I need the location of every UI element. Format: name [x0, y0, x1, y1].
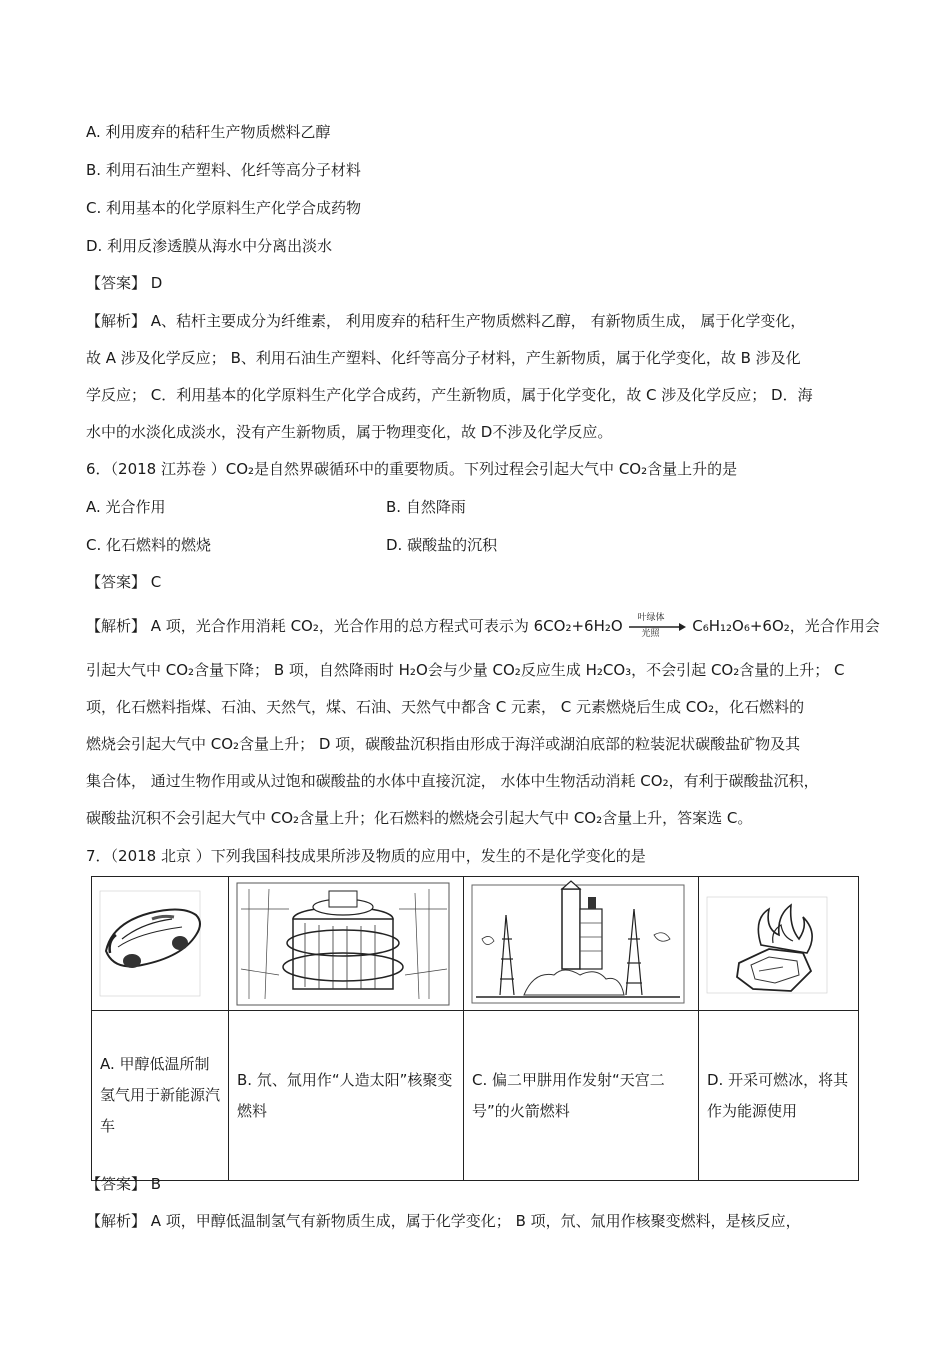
q7-image-d — [699, 877, 859, 1011]
q6-analysis-line-3: 项，化石燃料指煤、石油、天然气，煤、石油、天然气中都含 C 元素， C 元素燃烧后生成 CO₂，化石燃料的 — [86, 698, 805, 716]
q7-stem: 7．（2018 北京 ）下列我国科技成果所涉及物质的应用中，发生的不是化学变化的是 — [86, 847, 646, 865]
reaction-condition-bottom: 光照 — [641, 628, 660, 639]
q5-option-c: C. 利用基本的化学原料生产化学合成药物 — [86, 199, 362, 217]
q6-analysis-line-1-product: C₆H₁₂O₆+6O₂，光合作用会 — [692, 617, 880, 635]
q7-option-b: B. 氘、氚用作“人造太阳”核聚变燃料 — [229, 1011, 464, 1181]
q6-option-a: A. 光合作用 — [86, 498, 166, 516]
q6-option-c: C. 化石燃料的燃烧 — [86, 536, 212, 554]
q6-option-b: B. 自然降雨 — [386, 498, 466, 516]
rocket-launch-icon — [464, 879, 697, 1009]
reaction-arrow — [627, 612, 687, 639]
q7-analysis-line-1: 【解析】 A 项，甲醇低温制氢气有新物质生成，属于化学变化； B 项，氘、氚用作核聚变燃料，是核反应， — [86, 1212, 801, 1230]
hydrogen-car-icon — [92, 879, 227, 1009]
q5-option-a: A. 利用废弃的秸秆生产物质燃料乙醇 — [86, 123, 331, 141]
q5-option-d: D. 利用反渗透膜从海水中分离出淡水 — [86, 237, 333, 255]
q5-analysis-line-2: 故 A 涉及化学反应； B、利用石油生产塑料、化纤等高分子材料，产生新物质，属于化学变化，故 B 涉及化 — [86, 349, 801, 367]
q7-option-a: A. 甲醇低温所制氢气用于新能源汽车 — [92, 1011, 229, 1181]
q7-answer: 【答案】 B — [86, 1175, 162, 1193]
q7-image-c — [464, 877, 699, 1011]
q5-analysis-line-4: 水中的水淡化成淡水，没有产生新物质，属于物理变化，故 D不涉及化学反应。 — [86, 423, 613, 441]
q5-answer: 【答案】 D — [86, 274, 163, 292]
q6-analysis-line-1-text: 【解析】 A 项，光合作用消耗 CO₂，光合作用的总方程式可表示为 6CO₂+6H₂O — [86, 617, 623, 635]
q7-options-table — [91, 876, 859, 1181]
q6-analysis-line-2: 引起大气中 CO₂含量下降； B 项，自然降雨时 H₂O会与少量 CO₂反应生成 H₂CO₃，不会引起 CO₂含量的上升； C — [86, 661, 845, 679]
q7-option-d: D. 开采可燃冰，将其作为能源使用 — [699, 1011, 859, 1181]
q6-analysis-line-4: 燃烧会引起大气中 CO₂含量上升； D 项，碳酸盐沉积指由形成于海洋或湖泊底部的粒装泥状碳酸盐矿物及其 — [86, 735, 801, 753]
q7-image-b — [229, 877, 464, 1011]
q7-image-a — [92, 877, 229, 1011]
q5-analysis-line-3: 学反应； C．利用基本的化学原料生产化学合成药，产生新物质，属于化学变化，故 C 涉及化学反应； D．海 — [86, 386, 813, 404]
q5-option-b: B. 利用石油生产塑料、化纤等高分子材料 — [86, 161, 361, 179]
q6-analysis-line-5: 集合体， 通过生物作用或从过饱和碳酸盐的水体中直接沉淀， 水体中生物活动消耗 CO₂，有利于碳酸盐沉积， — [86, 772, 819, 790]
reaction-condition-top: 叶绿体 — [637, 612, 665, 623]
q6-answer: 【答案】 C — [86, 573, 162, 591]
q7-option-c: C. 偏二甲肼用作发射“天宫二号”的火箭燃料 — [464, 1011, 699, 1181]
q5-analysis-line-1: 【解析】 A、秸杆主要成分为纤维素， 利用废弃的秸秆生产物质燃料乙醇， 有新物质生成， 属于化学变化， — [86, 312, 806, 330]
combustible-ice-icon — [699, 879, 857, 1009]
q6-analysis-line-1 — [86, 612, 880, 639]
fusion-reactor-icon — [229, 879, 462, 1009]
q6-stem: 6．（2018 江苏卷 ）CO₂是自然界碳循环中的重要物质。下列过程会引起大气中 CO₂含量上升的是 — [86, 460, 738, 478]
q6-option-d: D. 碳酸盐的沉积 — [386, 536, 498, 554]
q6-analysis-line-6: 碳酸盐沉积不会引起大气中 CO₂含量上升；化石燃料的燃烧会引起大气中 CO₂含量上升，答案选 C。 — [86, 809, 753, 827]
